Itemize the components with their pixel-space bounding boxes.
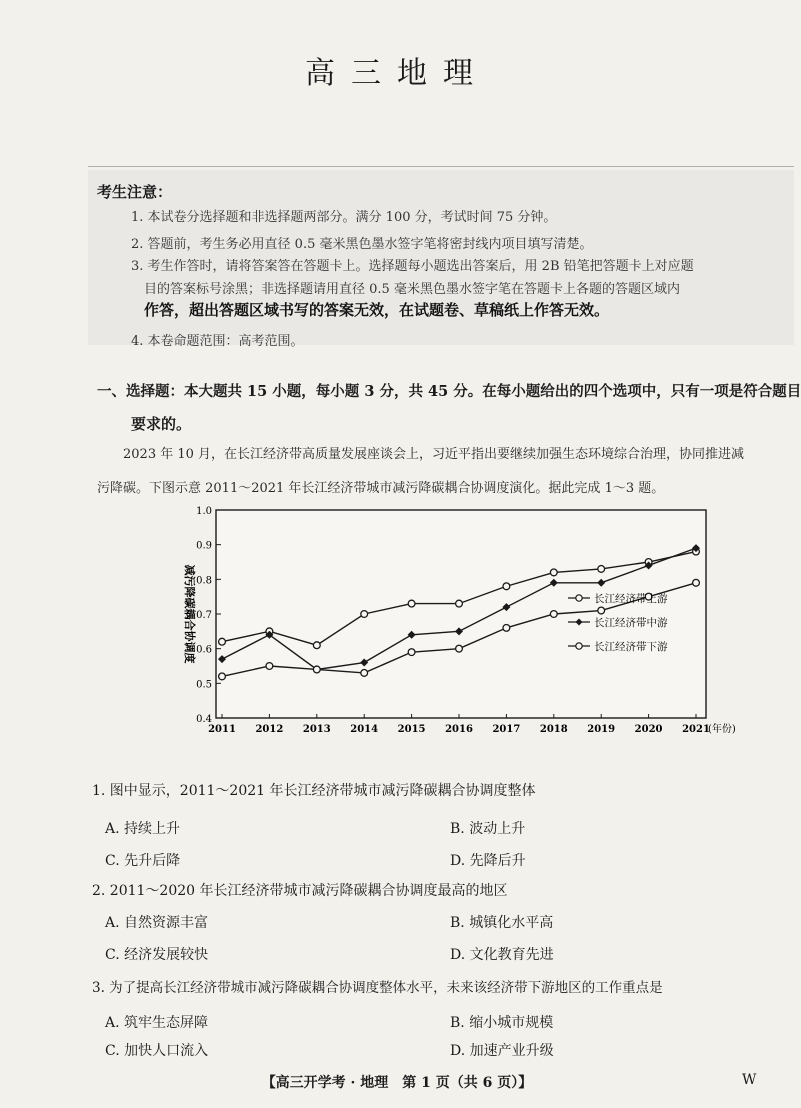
legend-label: 长江经济带中游 bbox=[594, 617, 668, 629]
x-tick-label: 2014 bbox=[350, 724, 379, 735]
series-1-point bbox=[361, 611, 368, 618]
notice-item-1: 1. 本试卷分选择题和非选择题两部分。满分 100 分，考试时间 75 分钟。 bbox=[131, 210, 557, 225]
section-heading bbox=[97, 375, 801, 441]
q2-option-c: C. 经济发展较快 bbox=[105, 947, 209, 963]
notice-item-3: 3. 考生作答时，请将答案答在答题卡上。选择题每小题选出答案后，用 2B 铅笔把答题卡上对应题 bbox=[131, 259, 694, 274]
y-tick-label: 0.5 bbox=[196, 679, 212, 691]
intro-paragraph: 2023 年 10 月，在长江经济带高质量发展座谈会上，习近平指出要继续加强生态环境综合治理，协同推进减污降碳。下图示意 2011～2021 年长江经济带城市减污降碳耦合协调度演化。据此完成 1～3 题。 bbox=[97, 447, 745, 496]
series-1-point bbox=[456, 600, 463, 607]
x-tick-label: 2015 bbox=[397, 724, 426, 735]
x-tick-label: 2017 bbox=[492, 724, 521, 735]
page-title: 高三地理 bbox=[305, 56, 489, 91]
legend-marker bbox=[576, 595, 582, 601]
x-tick-label: 2012 bbox=[255, 724, 284, 735]
x-tick-label: 2011 bbox=[208, 724, 236, 735]
section-line-2: 要求的。 bbox=[131, 415, 192, 433]
q1-option-b: B. 波动上升 bbox=[450, 821, 526, 837]
notice-item-2: 2. 答题前，考生务必用直径 0.5 毫米黑色墨水签字笔将密封线内项目填写清楚。 bbox=[131, 237, 593, 252]
series-1-point bbox=[219, 638, 226, 645]
q1-option-c: C. 先升后降 bbox=[105, 853, 181, 869]
legend-marker bbox=[576, 643, 582, 649]
x-tick-label: 2016 bbox=[445, 724, 473, 735]
notice-heading: 考生注意： bbox=[97, 183, 173, 201]
series-1-point bbox=[503, 583, 510, 590]
y-tick-label: 0.7 bbox=[196, 610, 212, 621]
series-3-point bbox=[503, 624, 510, 631]
page-footer: 【高三开学考 · 地理 第 1 页（共 6 页）】 bbox=[261, 1075, 533, 1091]
series-3-point bbox=[266, 663, 273, 670]
question-2-stem: 2. 2011～2020 年长江经济带城市减污降碳耦合协调度最高的地区 bbox=[92, 883, 508, 899]
corner-mark: W bbox=[742, 1072, 757, 1088]
y-tick-label: 0.6 bbox=[196, 644, 212, 656]
q3-option-d: D. 加速产业升级 bbox=[450, 1043, 554, 1059]
q1-option-a: A. 持续上升 bbox=[105, 821, 181, 837]
y-tick-label: 0.4 bbox=[196, 714, 212, 725]
series-3-point bbox=[693, 579, 700, 586]
notice-item-3-cont: 目的答案标号涂黑；非选择题请用直径 0.5 毫米黑色墨水签字笔在答题卡上各题的答题区域内 bbox=[144, 282, 680, 297]
q3-option-b: B. 缩小城市规模 bbox=[450, 1015, 554, 1031]
x-tick-label: 2018 bbox=[539, 724, 568, 735]
y-tick-label: 0.8 bbox=[196, 575, 212, 587]
question-1-stem: 1. 图中显示，2011～2021 年长江经济带城市减污降碳耦合协调度整体 bbox=[92, 783, 536, 799]
x-tick-label: 2021 bbox=[682, 724, 710, 735]
coupling-chart bbox=[150, 500, 736, 740]
q2-option-b: B. 城镇化水平高 bbox=[450, 915, 554, 931]
notice-item-4: 4. 本卷命题范围：高考范围。 bbox=[131, 334, 304, 349]
question-3-stem: 3. 为了提高长江经济带城市减污降碳耦合协调度整体水平，未来该经济带下游地区的工作重点是 bbox=[92, 980, 663, 996]
series-1-point bbox=[550, 569, 557, 576]
series-3-point bbox=[598, 607, 605, 614]
series-1-point bbox=[598, 566, 605, 573]
section-line-1: 一、选择题：本大题共 15 小题，每小题 3 分，共 45 分。在每小题给出的四个选项中，只有一项是符合题目 bbox=[97, 383, 801, 400]
series-3-point bbox=[456, 645, 463, 652]
series-3-point bbox=[219, 673, 226, 680]
plot-area bbox=[216, 510, 706, 718]
notice-divider bbox=[88, 166, 794, 167]
x-tick-label: 2019 bbox=[587, 724, 616, 735]
x-tick-label: 2013 bbox=[302, 724, 331, 735]
q1-option-d: D. 先降后升 bbox=[450, 853, 526, 869]
series-1-point bbox=[313, 642, 320, 649]
legend-label: 长江经济带上游 bbox=[594, 593, 668, 605]
y-tick-label: 0.9 bbox=[196, 540, 212, 552]
x-tick-label: 2020 bbox=[634, 724, 663, 735]
notice-item-3-emphasis: 作答，超出答题区域书写的答案无效，在试题卷、草稿纸上作答无效。 bbox=[144, 301, 610, 319]
series-1-point bbox=[408, 600, 415, 607]
q3-option-c: C. 加快人口流入 bbox=[105, 1043, 209, 1059]
q2-option-d: D. 文化教育先进 bbox=[450, 947, 554, 963]
q2-option-a: A. 自然资源丰富 bbox=[105, 915, 209, 931]
series-3-point bbox=[361, 670, 368, 677]
series-3-point bbox=[408, 649, 415, 656]
y-axis-label: 减污降碳耦合协调度 bbox=[183, 564, 196, 664]
series-3-point bbox=[550, 611, 557, 618]
series-3-point bbox=[313, 666, 320, 673]
y-tick-label: 1.0 bbox=[196, 506, 212, 517]
legend-label: 长江经济带下游 bbox=[594, 641, 668, 653]
x-axis-unit: (年份) bbox=[708, 724, 736, 735]
q3-option-a: A. 筑牢生态屏障 bbox=[105, 1015, 209, 1031]
